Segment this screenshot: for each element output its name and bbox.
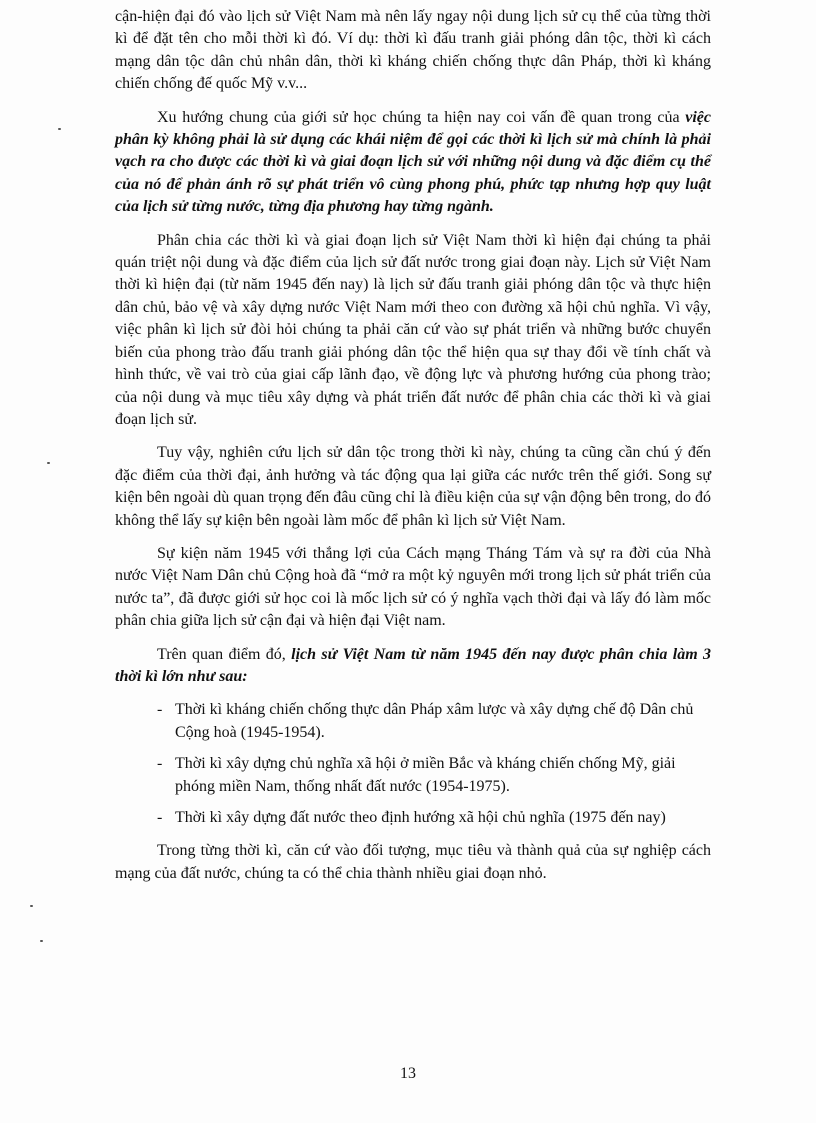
paragraph [115,6,711,96]
bullet-marker: - [157,755,163,773]
paragraph [115,543,711,633]
paragraph [115,107,711,219]
scan-speck [58,128,61,130]
list-item-text: Thời kì xây dựng đất nước theo định hướng xã hội chủ nghĩa (1975 đến nay) [175,809,666,826]
list-item [115,807,711,829]
closing-paragraph: Trong từng thời kì, căn cứ vào đối tượng, mục tiêu và thành quả của sự nghiệp cách mạng của đất nước, chúng ta có thể chia thành nhiều giai đoạn nhỏ. [115,842,711,882]
paragraph-container [115,6,711,688]
text-run: Tuy vậy, nghiên cứu lịch sử dân tộc trong thời kì này, chúng ta cũng cần chú ý đến đặc điểm của thời đại, ảnh hưởng và tác động qua lại giữa các nước trên thế giới. Song sự kiện bên ngoài dù quan trọng đến đâu cũng chỉ là điều kiện của sự vận động bên trong, do đó không thể lấy sự kiện bên ngoài làm mốc để phân kì lịch sử Việt Nam. [115,444,711,529]
scan-speck [40,940,43,942]
list-item-text: Thời kì kháng chiến chống thực dân Pháp xâm lược và xây dựng chế độ Dân chủ Cộng hoà (1945-1954). [175,701,694,741]
bullet-marker: - [157,809,163,826]
scan-speck [47,462,50,464]
text-run: cận-hiện đại đó vào lịch sử Việt Nam mà nên lấy ngay nội dung lịch sử cụ thể của từng thời kì để đặt tên cho mỗi thời kì đó. Ví dụ: thời kì đấu tranh giải phóng dân tộc, thời kì cách mạng dân tộc dân chủ nhân dân, thời kì kháng chiến chống thực dân Pháp, thời kì kháng chiến chống đế quốc Mỹ v.v... [115,8,711,93]
text-run: Phân chia các thời kì và giai đoạn lịch sử Việt Nam thời kì hiện đại chúng ta phải quán triệt nội dung và đặc điểm của lịch sử đất nước trong giai đoạn này. Lịch sử Việt Nam thời kì hiện đại (từ năm 1945 đến nay) là lịch sử đấu tranh giải phóng dân tộc và thực hiện dân chủ, bảo vệ và xây dựng nước Việt Nam mới theo con đường xã hội chủ nghĩa. Vì vậy, việc phân kì lịch sử đòi hỏi chúng ta phải căn cứ vào sự phát triển và những bước chuyển biến của phong trào đấu tranh giải phóng dân tộc thể hiện qua sự thay đổi về tính chất và hình thức, về vai trò của giai cấp lãnh đạo, về động lực và phương hướng của phong trào; của nội dung và mục tiêu xây dựng và phát triển đất nước để phân chia các thời kì và giai đoạn lịch sử. [115,231,711,428]
emphasized-text: lịch sử Việt Nam từ năm 1945 đến nay được phân chia làm 3 thời kì lớn như sau: [115,645,712,685]
text-run: Xu hướng chung của giới sử học chúng ta hiện nay coi vấn đề quan trong của [157,108,686,126]
scan-speck [30,905,33,907]
emphasized-text: việc phân kỳ không phải là sử dụng các khái niệm để gọi các thời kì lịch sử mà chính là phải vạch ra cho được các thời kì và giai đoạn lịch sử với những nội dung và đặc điểm cụ thể của nó để phản ánh rõ sự phát triển vô cùng phong phú, phức tạp nhưng hợp quy luật của lịch sử từng nước, từng địa phương hay từng ngành. [115,108,711,216]
list-item-text: Thời kì xây dựng chủ nghĩa xã hội ở miền Bắc và kháng chiến chống Mỹ, giải phóng miền Nam, thống nhất đất nước (1954-1975). [175,755,676,795]
text-run: Trên quan điểm đó, [157,645,292,663]
page-body [115,6,711,896]
period-list [115,699,711,829]
paragraph [115,442,711,532]
paragraph [115,230,711,432]
page-number: 13 [400,1065,416,1082]
list-item [115,699,711,744]
paragraph [115,644,711,689]
bullet-marker: - [157,701,163,719]
text-run: Sự kiện năm 1945 với thắng lợi của Cách mạng Tháng Tám và sự ra đời của Nhà nước Việt Nam Dân chủ Cộng hoà đã “mở ra một kỷ nguyên mới trong lịch sử phát triển của nước ta”, đã được giới sử học coi là mốc lịch sử có ý nghĩa vạch thời đại và lấy đó làm mốc phân chia giữa lịch sử cận đại và hiện đại Việt nam. [115,544,711,630]
list-item [115,753,711,798]
